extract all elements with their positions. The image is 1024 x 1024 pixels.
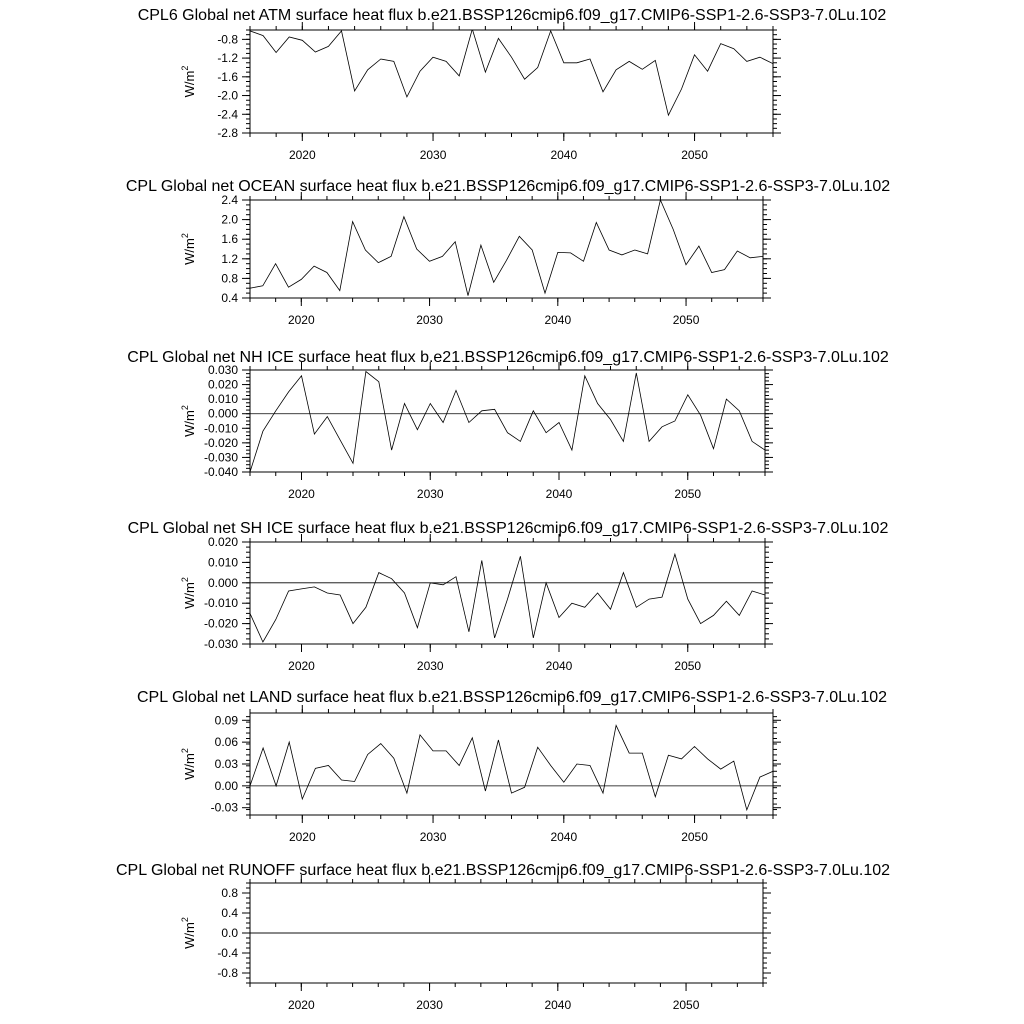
chart-panel-4 [128, 520, 889, 673]
x-tick-label: 2020 [288, 487, 315, 501]
chart-title: CPL Global net LAND surface heat flux b.e21.BSSP126cmip6.f09_g17.CMIP6-SSP1-2.6-SSP3-7.0Lu.102 [136, 689, 888, 706]
x-tick-label: 2040 [550, 830, 578, 844]
x-tick-label: 2020 [287, 313, 315, 327]
x-tick-label: 2030 [416, 659, 444, 673]
y-tick-label: -0.020 [203, 616, 238, 631]
y-axis-label: $W/m^2$ [180, 917, 197, 949]
series-line [250, 200, 763, 296]
y-tick-label: -0.010 [203, 421, 238, 436]
x-tick-label: 2050 [672, 998, 700, 1012]
chart-panel-5 [137, 689, 887, 844]
y-axis-label: $W/m^2$ [180, 577, 197, 609]
y-tick-label: -0.020 [203, 435, 238, 450]
x-tick-label: 2030 [416, 998, 443, 1012]
chart-panel-2 [126, 178, 890, 327]
x-tick-label: 2050 [672, 313, 700, 327]
x-tick-label: 2020 [288, 659, 315, 673]
x-tick-label: 2050 [674, 659, 702, 673]
y-tick-label: -0.4 [217, 946, 238, 960]
y-tick-label: 0.000 [207, 406, 238, 421]
x-tick-label: 2020 [288, 148, 316, 162]
series-line [250, 554, 765, 642]
x-tick-label: 2040 [550, 148, 578, 162]
y-tick-label: 0.09 [214, 713, 238, 728]
y-tick-label: 0.000 [207, 575, 238, 590]
plot-frame [250, 30, 773, 133]
y-tick-label: -0.030 [203, 450, 238, 465]
y-axis-label: $W/m^2$ [180, 405, 197, 437]
chart-title: CPL Global net OCEAN surface heat flux b.e21.BSSP126cmip6.f09_g17.CMIP6-SSP1-2.6-SSP3-7.0Lu.102 [125, 178, 891, 195]
y-tick-label: 0.06 [214, 735, 238, 750]
y-tick-label: 0.03 [214, 757, 238, 771]
chart-panel-3 [127, 349, 889, 501]
plot-frame [250, 370, 765, 472]
x-tick-label: 2030 [416, 487, 444, 501]
y-tick-label: 2.0 [221, 212, 238, 227]
y-tick-label: -0.8 [217, 32, 238, 47]
y-tick-label: 1.6 [221, 232, 238, 247]
series-line [250, 725, 773, 810]
x-tick-label: 2030 [416, 313, 443, 327]
y-tick-label: -0.010 [203, 596, 238, 611]
x-tick-label: 2050 [681, 830, 708, 844]
chart-panel-6 [116, 862, 890, 1012]
x-tick-label: 2050 [681, 148, 708, 162]
y-tick-label: 0.0 [221, 926, 238, 940]
y-tick-label: -0.040 [203, 465, 238, 479]
x-tick-label: 2040 [545, 659, 573, 673]
y-tick-label: -2.8 [217, 126, 238, 140]
x-tick-label: 2040 [544, 998, 572, 1012]
x-tick-label: 2020 [287, 998, 315, 1012]
x-tick-label: 2050 [674, 487, 702, 501]
y-tick-label: 0.020 [207, 535, 238, 549]
chart-panel-1 [138, 7, 887, 162]
y-tick-label: -2.4 [217, 107, 238, 122]
y-axis-label: $W/m^2$ [180, 233, 197, 265]
chart-title: CPL Global net NH ICE surface heat flux b.e21.BSSP126cmip6.f09_g17.CMIP6-SSP1-2.6-SSP3-7.0Lu.102 [127, 349, 889, 366]
y-tick-label: 0.8 [221, 271, 238, 286]
y-axis-label: $W/m^2$ [180, 65, 197, 98]
y-tick-label: 0.020 [207, 377, 238, 392]
series-line [250, 29, 773, 115]
y-tick-label: 2.4 [221, 193, 238, 207]
y-tick-label: -0.030 [203, 637, 238, 651]
y-tick-label: 1.2 [221, 251, 238, 266]
x-tick-label: 2020 [288, 830, 316, 844]
y-tick-label: 0.8 [221, 886, 238, 900]
y-tick-label: -2.0 [217, 88, 238, 103]
x-tick-label: 2030 [419, 148, 447, 162]
y-tick-label: -0.03 [210, 800, 238, 815]
series-line [250, 372, 765, 473]
y-tick-label: -1.6 [217, 69, 238, 84]
chart-title: CPL6 Global net ATM surface heat flux b.e21.BSSP126cmip6.f09_g17.CMIP6-SSP1-2.6-SSP3-7.0Lu.102 [137, 7, 887, 24]
x-tick-label: 2040 [545, 487, 573, 501]
y-tick-label: 0.010 [207, 555, 238, 570]
y-tick-label: 0.030 [207, 363, 238, 377]
chart-title: CPL Global net SH ICE surface heat flux b.e21.BSSP126cmip6.f09_g17.CMIP6-SSP1-2.6-SSP3-7.0Lu.102 [127, 520, 889, 537]
y-tick-label: 0.4 [221, 291, 238, 305]
y-axis-label: $W/m^2$ [180, 748, 197, 780]
y-tick-label: 0.4 [221, 906, 238, 920]
y-tick-label: 0.010 [207, 392, 238, 407]
plot-frame [250, 713, 773, 815]
plot-frame [250, 200, 763, 298]
y-tick-label: 0.00 [214, 778, 238, 793]
y-tick-label: -0.8 [217, 966, 238, 980]
y-tick-label: -1.2 [217, 51, 238, 66]
x-tick-label: 2030 [419, 830, 447, 844]
chart-title: CPL Global net RUNOFF surface heat flux b.e21.BSSP126cmip6.f09_g17.CMIP6-SSP1-2.6-SSP3-7.0Lu.102 [115, 862, 891, 879]
x-tick-label: 2040 [544, 313, 572, 327]
